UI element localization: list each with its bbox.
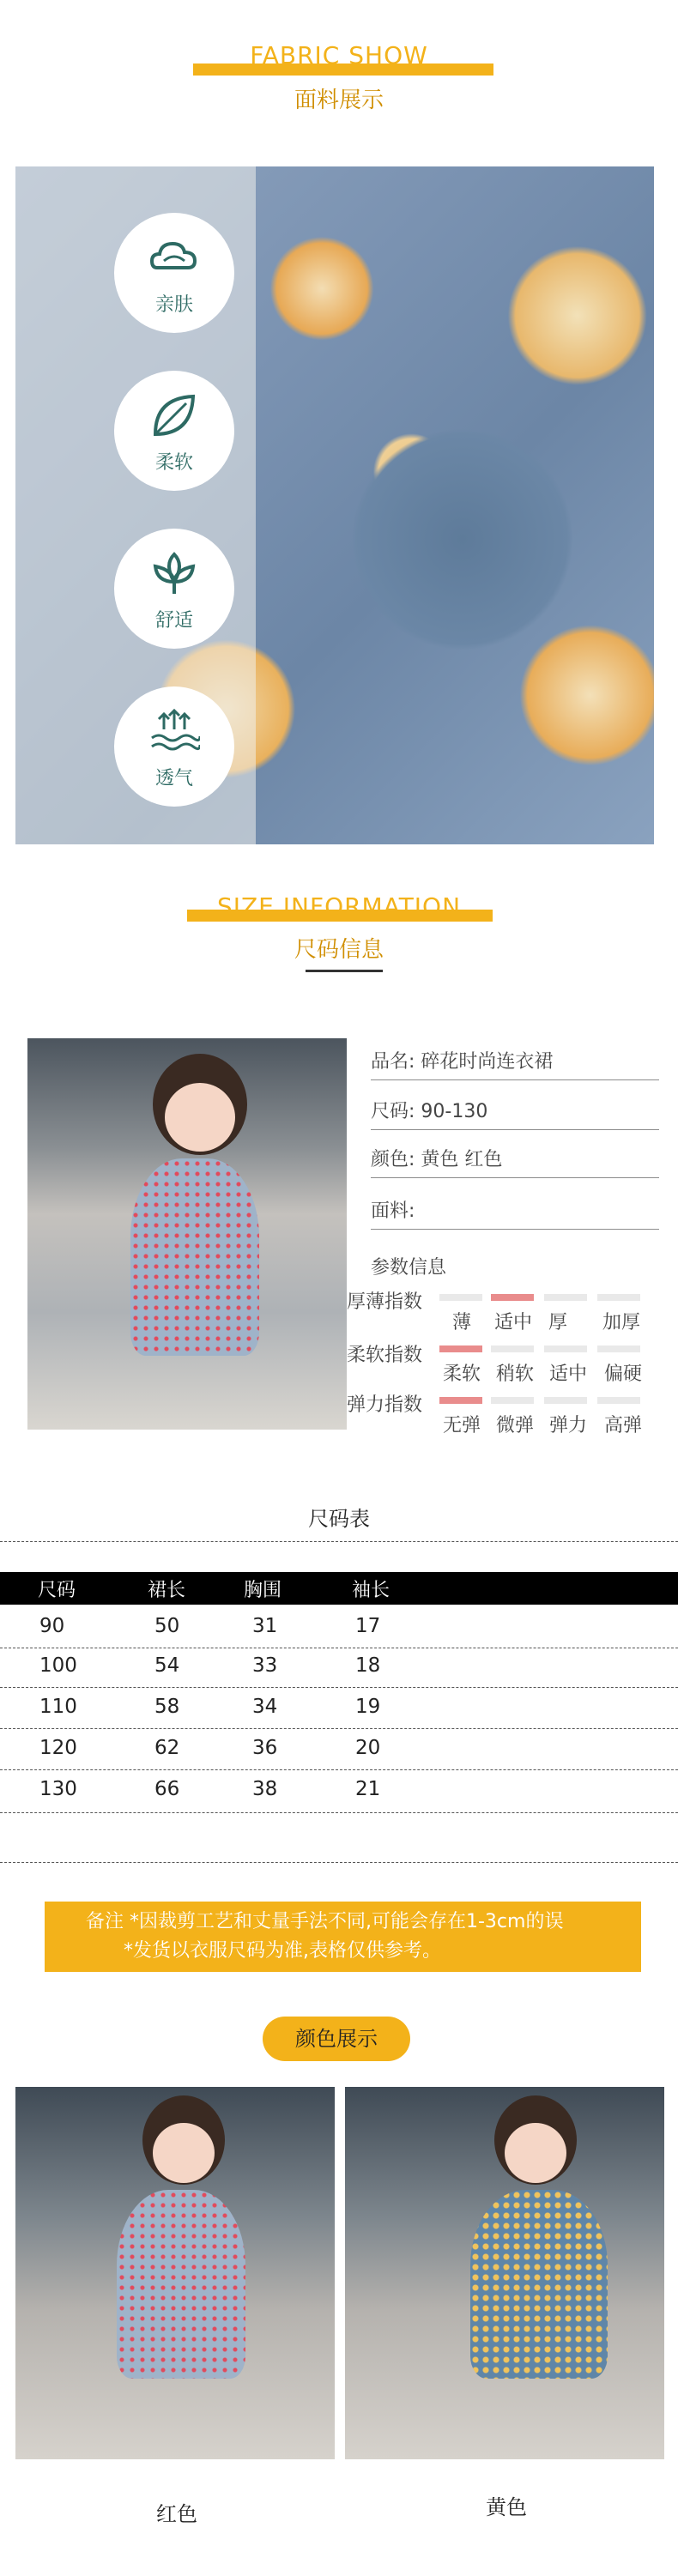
note-line: *发货以衣服尺码为准,表格仅供参考。	[124, 1940, 441, 1962]
table-cell: 17	[355, 1615, 381, 1637]
table-cell: 36	[252, 1737, 278, 1759]
product-color: 颜色: 黄色 红色	[371, 1149, 503, 1170]
param-option: 无弹	[442, 1415, 481, 1436]
table-cell: 130	[39, 1778, 77, 1800]
feature-label: 舒适	[154, 610, 193, 632]
table-cell: 110	[39, 1696, 77, 1718]
table-cell: 62	[154, 1737, 180, 1759]
param-option: 高弹	[603, 1415, 642, 1436]
product-fabric: 面料:	[371, 1200, 415, 1222]
table-cell: 18	[355, 1654, 381, 1677]
param-bar-selected	[439, 1345, 482, 1352]
product-name: 品名: 碎花时尚连衣裙	[371, 1051, 554, 1073]
table-cell: 54	[154, 1654, 180, 1677]
table-header-cell: 胸围	[244, 1580, 282, 1601]
divider	[371, 1177, 659, 1178]
size-title-cn: 尺码信息	[294, 937, 384, 963]
product-size: 尺码: 90-130	[371, 1101, 488, 1122]
model-face	[153, 2123, 215, 2183]
divider	[371, 1129, 659, 1130]
param-label: 厚薄指数	[347, 1291, 423, 1313]
param-bar	[491, 1397, 534, 1404]
param-option: 微弹	[495, 1415, 534, 1436]
table-divider	[0, 1687, 678, 1688]
param-option: 柔软	[442, 1364, 481, 1385]
param-bar	[597, 1345, 640, 1352]
table-divider	[0, 1541, 678, 1542]
table-cell: 120	[39, 1737, 77, 1759]
param-option: 适中	[493, 1312, 532, 1333]
wave-arrows-icon	[148, 705, 200, 757]
table-cell: 34	[252, 1696, 278, 1718]
model-dress	[470, 2190, 608, 2379]
color-photo-red	[15, 2087, 335, 2459]
feature-badge	[114, 213, 234, 333]
fabric-title-en: FABRIC SHOW	[250, 41, 428, 70]
table-cell: 20	[355, 1737, 381, 1759]
feature-badge	[114, 529, 234, 649]
param-option: 稍软	[495, 1364, 534, 1385]
color-section-title: 颜色展示	[263, 2017, 410, 2061]
product-photo	[27, 1038, 347, 1430]
cloud-icon	[148, 232, 200, 283]
table-cell: 90	[39, 1615, 65, 1637]
table-cell: 58	[154, 1696, 180, 1718]
fabric-section-header	[0, 34, 678, 120]
model-face	[165, 1083, 235, 1152]
table-cell: 38	[252, 1778, 278, 1800]
header-rule	[306, 970, 383, 972]
divider	[371, 1229, 659, 1230]
model-dress	[130, 1158, 259, 1356]
feature-label: 透气	[154, 768, 193, 789]
param-label: 弹力指数	[347, 1394, 423, 1416]
param-bar	[544, 1345, 587, 1352]
table-header-cell: 尺码	[38, 1580, 76, 1601]
feature-label: 柔软	[154, 452, 193, 474]
param-bar-selected	[439, 1397, 482, 1404]
size-section-header	[0, 892, 678, 987]
table-divider	[0, 1769, 678, 1770]
divider	[371, 1079, 659, 1080]
table-cell: 50	[154, 1615, 180, 1637]
table-cell: 66	[154, 1778, 180, 1800]
table-cell: 19	[355, 1696, 381, 1718]
param-option: 加厚	[602, 1312, 640, 1333]
feature-label: 亲肤	[154, 294, 193, 316]
param-bar-selected	[491, 1294, 534, 1301]
size-title-en: SIZE INFORMATION	[216, 892, 462, 921]
size-table-header	[0, 1572, 678, 1605]
table-cell: 33	[252, 1654, 278, 1677]
param-option: 弹力	[548, 1415, 587, 1436]
param-option: 厚	[548, 1312, 567, 1333]
color-photo-yellow	[345, 2087, 664, 2459]
param-bar	[491, 1345, 534, 1352]
param-bar	[544, 1294, 587, 1301]
feature-badge	[114, 686, 234, 807]
fabric-title-cn: 面料展示	[294, 88, 384, 113]
table-divider	[0, 1728, 678, 1729]
color-caption-red: 红色	[156, 2502, 197, 2526]
table-cell: 21	[355, 1778, 381, 1800]
param-label: 柔软指数	[347, 1345, 423, 1366]
params-title: 参数信息	[371, 1257, 447, 1279]
color-caption-yellow: 黄色	[486, 2495, 527, 2519]
note-banner	[45, 1902, 641, 1972]
table-header-cell: 袖长	[352, 1580, 390, 1601]
lotus-icon	[148, 547, 200, 599]
fabric-image	[15, 166, 654, 844]
param-bar	[439, 1294, 482, 1301]
param-option: 适中	[548, 1364, 587, 1385]
size-table-title: 尺码表	[308, 1507, 370, 1531]
table-divider	[0, 1812, 678, 1813]
param-bar	[597, 1397, 640, 1404]
table-header-cell: 裙长	[148, 1580, 186, 1601]
table-cell: 31	[252, 1615, 278, 1637]
model-dress	[117, 2190, 245, 2379]
param-option: 偏硬	[603, 1364, 642, 1385]
feature-badge	[114, 371, 234, 491]
leaf-icon	[148, 390, 200, 441]
table-cell: 100	[39, 1654, 77, 1677]
param-bar	[597, 1294, 640, 1301]
note-line: 备注 *因裁剪工艺和丈量手法不同,可能会存在1-3cm的误	[86, 1911, 564, 1932]
param-option: 薄	[451, 1312, 471, 1333]
param-bar	[544, 1397, 587, 1404]
model-face	[505, 2123, 566, 2183]
table-divider	[0, 1862, 678, 1863]
